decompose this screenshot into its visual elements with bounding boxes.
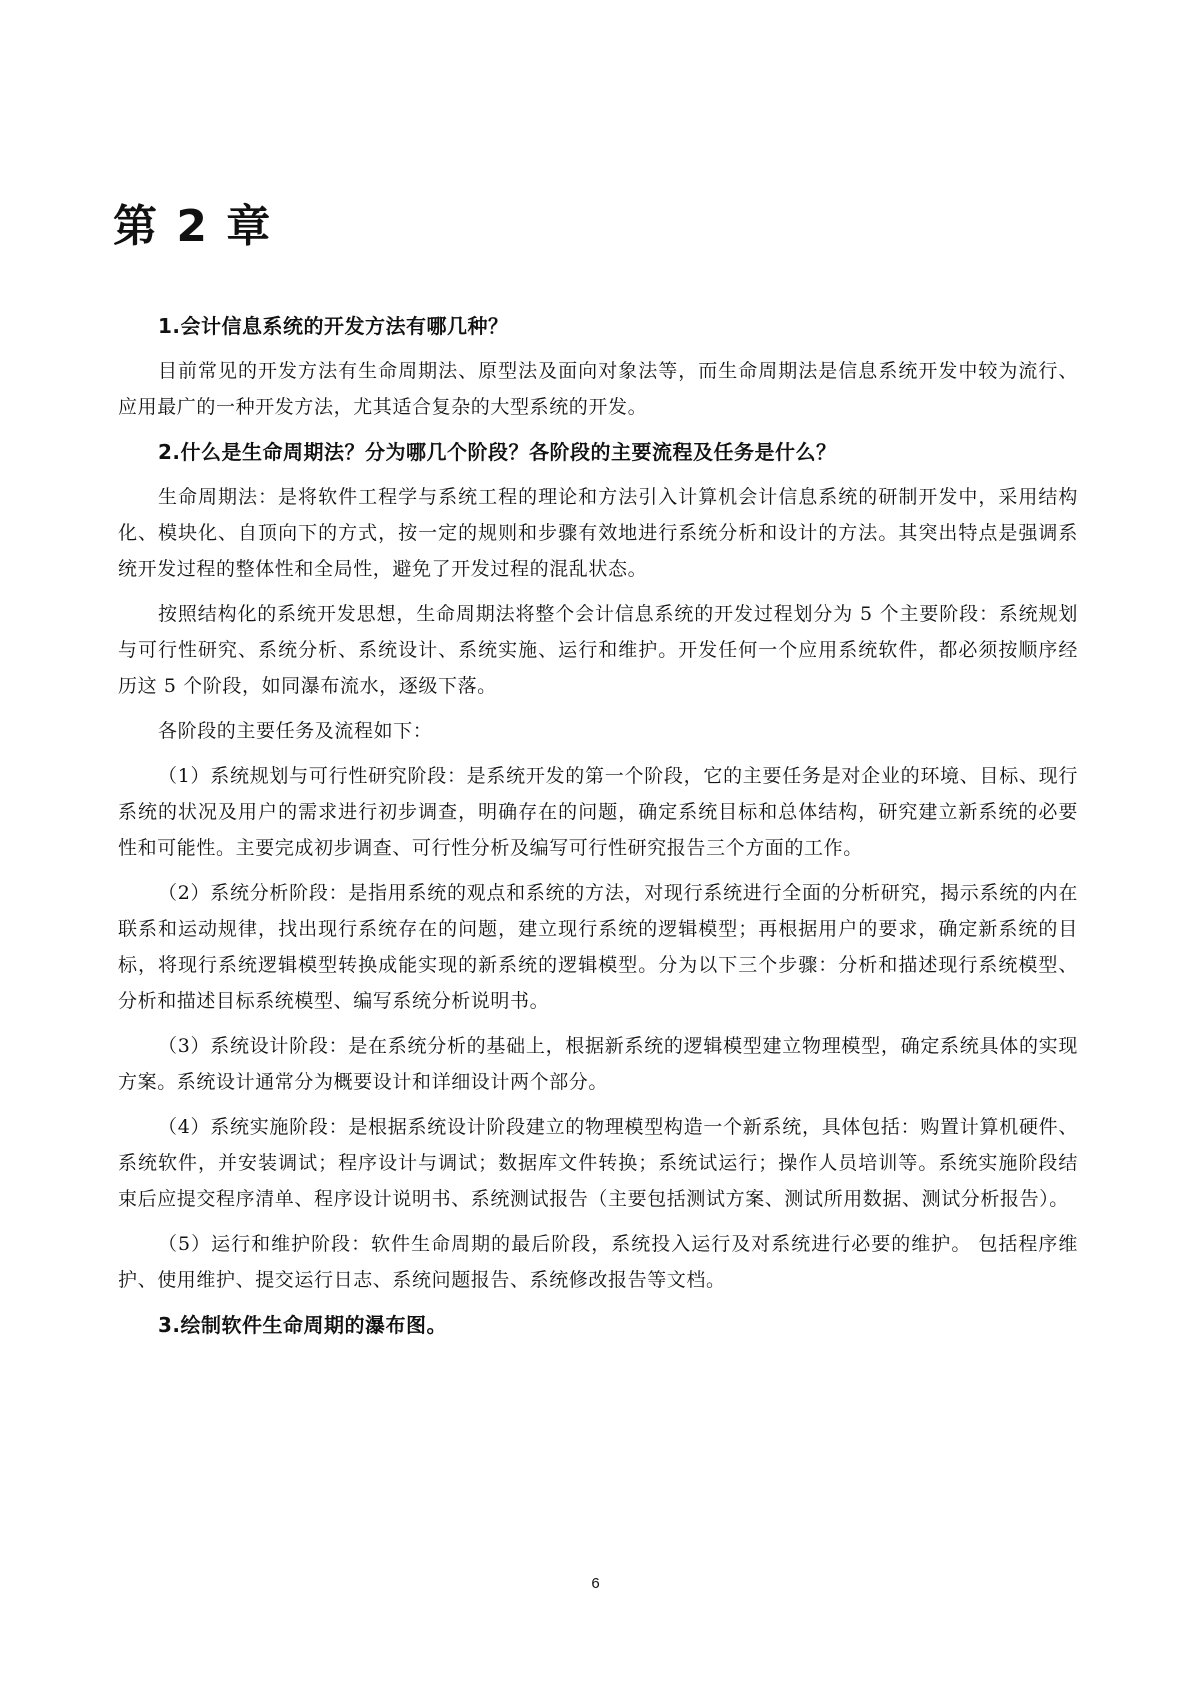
stage-paragraph: （5）运行和维护阶段：软件生命周期的最后阶段，系统投入运行及对系统进行必要的维护。 包括程序维护、使用维护、提交运行日志、系统问题报告、系统修改报告等文档。 (118, 1233, 1078, 1291)
question-heading: 2.什么是生命周期法？分为哪几个阶段？各阶段的主要流程及任务是什么？ (158, 440, 837, 464)
answer-paragraph: 按照结构化的系统开发思想，生命周期法将整个会计信息系统的开发过程划分为 5 个主要阶段：系统规划与可行性研究、系统分析、系统设计、系统实施、运行和维护。开发任何一个应用系统软件，都必须按顺序经历这 5 个阶段，如同瀑布流水，逐级下落。 (118, 603, 1078, 697)
page-content (118, 308, 1078, 1352)
answer-paragraph: 目前常见的开发方法有生命周期法、原型法及面向对象法等，而生命周期法是信息系统开发中较为流行、应用最广的一种开发方法，尤其适合复杂的大型系统的开发。 (118, 360, 1078, 418)
answer-paragraph: 各阶段的主要任务及流程如下： (158, 720, 433, 742)
stage-paragraph: （2）系统分析阶段：是指用系统的观点和系统的方法，对现行系统进行全面的分析研究，揭示系统的内在联系和运动规律，找出现行系统存在的问题，建立现行系统的逻辑模型；再根据用户的要求，确定新系统的目标，将现行系统逻辑模型转换成能实现的新系统的逻辑模型。分为以下三个步骤：分析和描述现行系统模型、分析和描述目标系统模型、编写系统分析说明书。 (118, 882, 1078, 1012)
stage-paragraph: （4）系统实施阶段：是根据系统设计阶段建立的物理模型构造一个新系统，具体包括：购置计算机硬件、系统软件，并安装调试；程序设计与调试；数据库文件转换；系统试运行；操作人员培训等。系统实施阶段结束后应提交程序清单、程序设计说明书、系统测试报告（主要包括测试方案、测试所用数据、测试分析报告）。 (118, 1116, 1078, 1210)
stage-paragraph: （1）系统规划与可行性研究阶段：是系统开发的第一个阶段，它的主要任务是对企业的环境、目标、现行系统的状况及用户的需求进行初步调查，明确存在的问题，确定系统目标和总体结构，研究建立新系统的必要性和可能性。主要完成初步调查、可行性分析及编写可行性研究报告三个方面的工作。 (118, 765, 1078, 859)
question-heading: 1.会计信息系统的开发方法有哪几种？ (158, 314, 509, 338)
chapter-title: 第 2 章 (113, 201, 273, 252)
stage-paragraph: （3）系统设计阶段：是在系统分析的基础上，根据新系统的逻辑模型建立物理模型，确定系统具体的实现方案。系统设计通常分为概要设计和详细设计两个部分。 (118, 1035, 1078, 1093)
answer-paragraph: 生命周期法：是将软件工程学与系统工程的理论和方法引入计算机会计信息系统的研制开发中，采用结构化、模块化、自顶向下的方式，按一定的规则和步骤有效地进行系统分析和设计的方法。其突出特点是强调系统开发过程的整体性和全局性，避免了开发过程的混乱状态。 (118, 486, 1078, 580)
question-heading: 3.绘制软件生命周期的瀑布图。 (158, 1313, 448, 1337)
page-number: 6 (591, 1575, 600, 1592)
